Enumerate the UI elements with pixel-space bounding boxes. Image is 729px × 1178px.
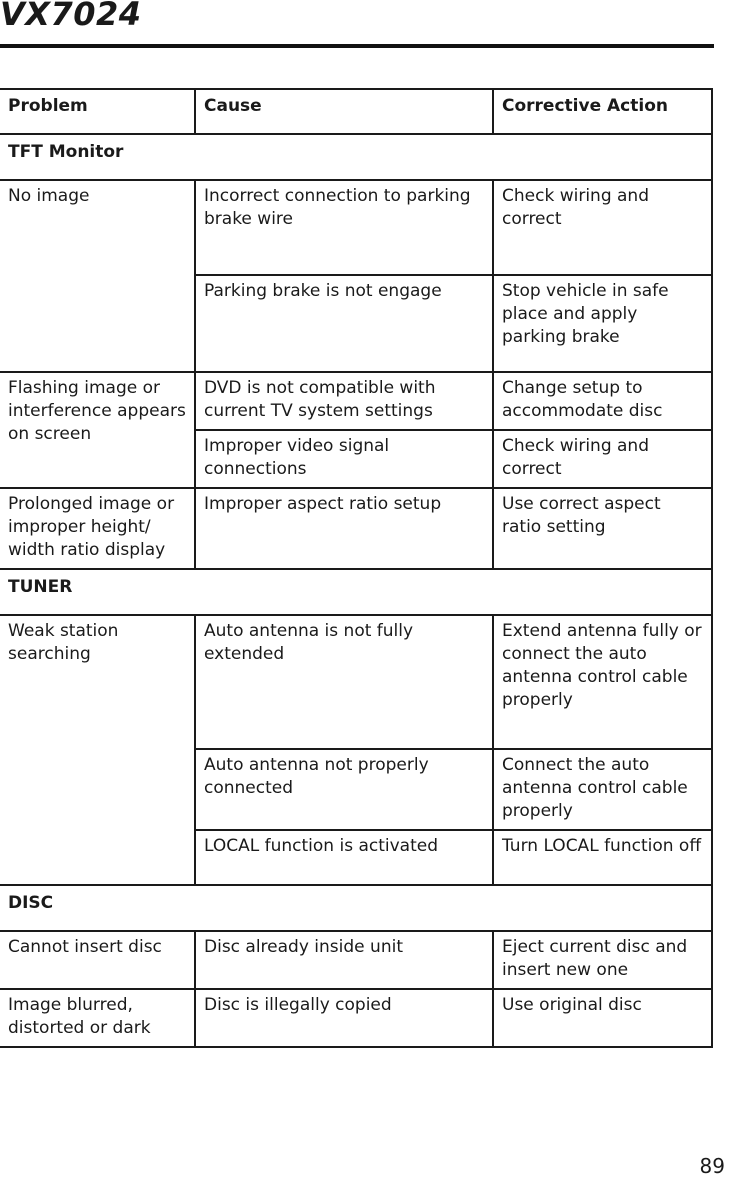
column-header-corrective-action: Corrective Action [493,89,712,134]
action-cell: Stop vehicle in safe place and apply parking brake [493,275,712,372]
table-row [0,372,712,430]
cause-cell: LOCAL function is activated [195,830,493,885]
cause-cell: Auto antenna not properly connected [195,749,493,830]
table-row [0,180,712,275]
section-row [0,569,712,615]
troubleshooting-table [0,88,713,1048]
problem-cell: Prolonged image or improper height/ width ratio display [0,488,195,569]
column-header-problem: Problem [0,89,195,134]
table-row [0,615,712,749]
section-title: TFT Monitor [0,134,712,180]
cause-cell: Auto antenna is not fully extended [195,615,493,749]
action-cell: Connect the auto antenna control cable properly [493,749,712,830]
problem-cell: Image blurred, distorted or dark [0,989,195,1047]
problem-cell: Weak station searching [0,615,195,885]
header-rule [0,44,714,48]
action-cell: Use original disc [493,989,712,1047]
cause-cell: Disc already inside unit [195,931,493,989]
section-title: TUNER [0,569,712,615]
model-title: VX7024 [0,0,142,33]
section-row [0,885,712,931]
action-cell: Check wiring and correct [493,430,712,488]
header-row [0,89,712,134]
table-row [0,989,712,1047]
problem-cell: No image [0,180,195,372]
page-number: 89 [699,1154,725,1178]
cause-cell: Incorrect connection to parking brake wire [195,180,493,275]
cause-cell: DVD is not compatible with current TV system settings [195,372,493,430]
column-header-cause: Cause [195,89,493,134]
action-cell: Check wiring and correct [493,180,712,275]
problem-cell: Cannot insert disc [0,931,195,989]
problem-cell: Flashing image or interference appears on screen [0,372,195,488]
action-cell: Change setup to accommodate disc [493,372,712,430]
table-row [0,488,712,569]
cause-cell: Improper aspect ratio setup [195,488,493,569]
section-row [0,134,712,180]
action-cell: Eject current disc and insert new one [493,931,712,989]
cause-cell: Improper video signal connections [195,430,493,488]
table-row [0,931,712,989]
action-cell: Use correct aspect ratio setting [493,488,712,569]
action-cell: Turn LOCAL function off [493,830,712,885]
cause-cell: Disc is illegally copied [195,989,493,1047]
action-cell: Extend antenna fully or connect the auto antenna control cable properly [493,615,712,749]
cause-cell: Parking brake is not engage [195,275,493,372]
section-title: DISC [0,885,712,931]
